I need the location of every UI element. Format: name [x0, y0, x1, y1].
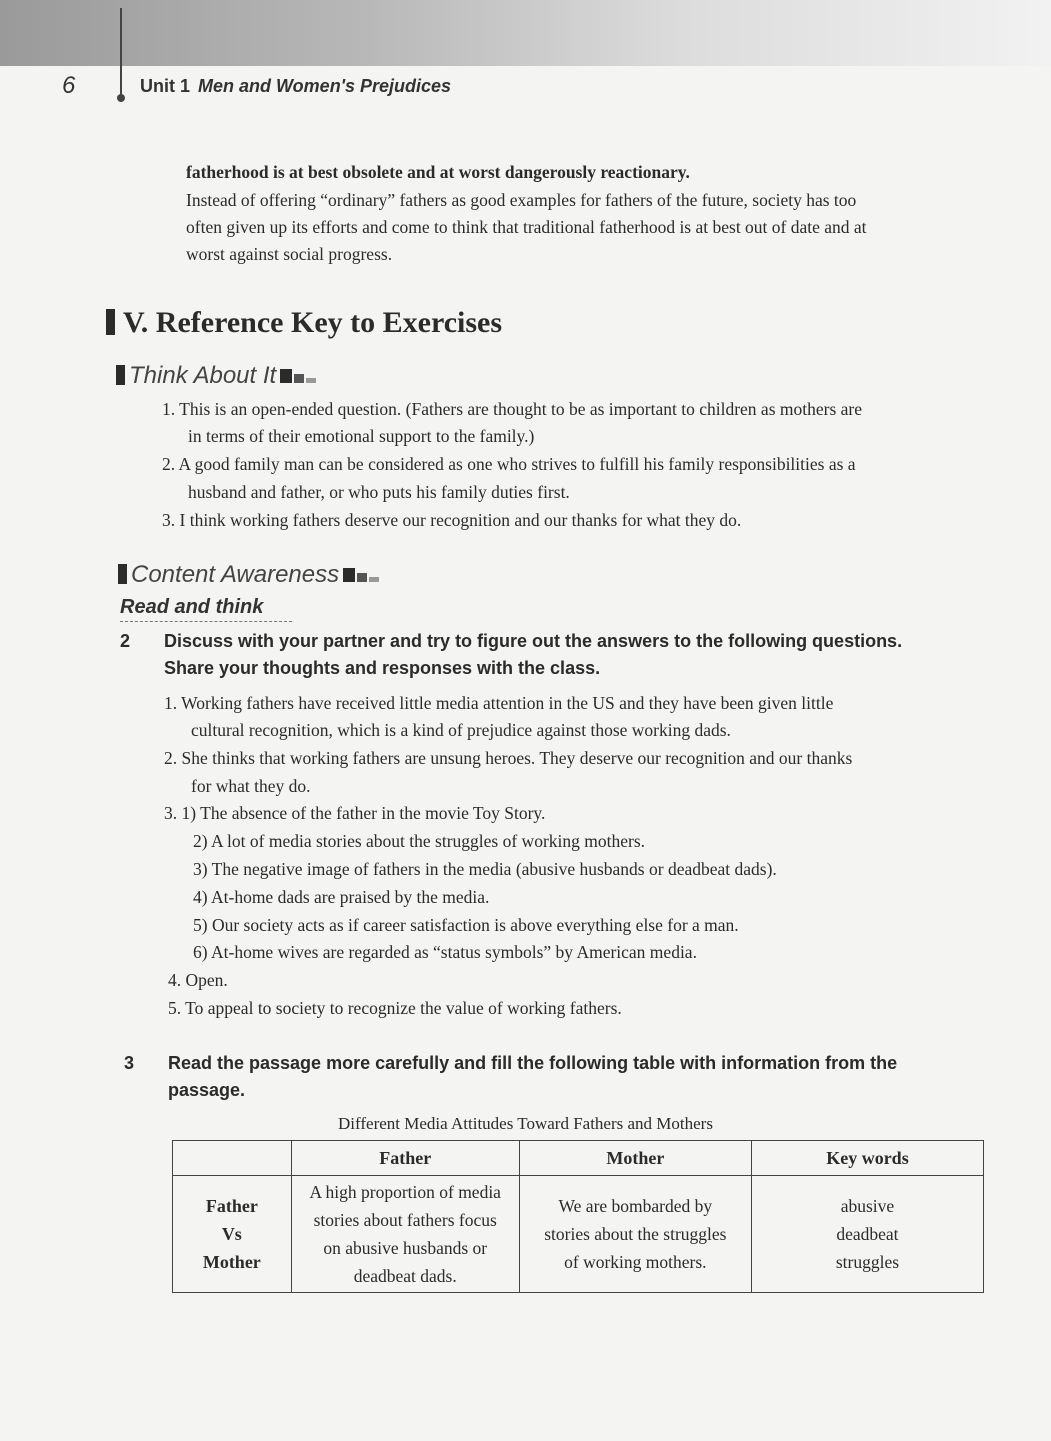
answer-2-line-2: for what they do.	[191, 776, 311, 796]
answer-3-5: 5) Our society acts as if career satisfaction is above everything else for a man.	[193, 915, 739, 935]
unit-label: Unit 1	[140, 76, 191, 96]
content-awareness-text: Content Awareness	[131, 561, 340, 588]
father-cell-line: stories about fathers focus	[313, 1210, 497, 1230]
think-item-2-line-1: 2. A good family man can be considered as one who strives to fulfill his family responsibilities as a	[162, 454, 856, 474]
section-bar-icon	[106, 309, 115, 335]
heading-trail-icon	[369, 577, 379, 582]
think-about-it-heading	[116, 362, 316, 390]
section-title-text: V. Reference Key to Exercises	[123, 306, 503, 339]
row-label-line: Father	[205, 1196, 258, 1216]
think-about-it-text: Think About It	[129, 362, 277, 389]
think-item-1-line-2: in terms of their emotional support to the family.)	[188, 426, 535, 446]
heading-bar-icon	[116, 365, 125, 385]
question-2-number: 2	[120, 631, 131, 651]
header-rule	[120, 8, 122, 98]
question-3-number: 3	[124, 1053, 135, 1073]
answer-1-line-1: 1. Working fathers have received little media attention in the US and they have been given little	[164, 693, 834, 713]
table-caption: Different Media Attitudes Toward Fathers and Mothers	[338, 1114, 713, 1133]
table-header-keywords: Key words	[751, 1141, 983, 1176]
answer-3-4: 4) At-home dads are praised by the media.	[193, 887, 490, 907]
father-cell-line: on abusive husbands or	[323, 1238, 488, 1258]
keyword: abusive	[840, 1196, 895, 1216]
heading-trail-icon	[357, 573, 367, 582]
page-number: 6	[62, 72, 76, 99]
answer-3-6: 6) At-home wives are regarded as “status symbols” by American media.	[193, 942, 697, 962]
question-2-line-2: Share your thoughts and responses with the class.	[164, 658, 601, 678]
keyword: deadbeat	[836, 1224, 899, 1244]
keywords-cell	[751, 1176, 983, 1293]
think-item-3-line-1: 3. I think working fathers deserve our recognition and our thanks for what they do.	[162, 510, 742, 530]
answer-1-line-2: cultural recognition, which is a kind of prejudice against those working dads.	[191, 720, 731, 740]
header-band	[0, 0, 1051, 66]
father-cell-line: A high proportion of media	[309, 1182, 501, 1202]
heading-trail-icon	[294, 374, 304, 383]
answer-3-3: 3) The negative image of fathers in the media (abusive husbands or deadbeat dads).	[193, 859, 777, 879]
keyword: struggles	[835, 1252, 900, 1272]
row-label-cell	[173, 1176, 292, 1293]
page-header	[0, 0, 1051, 110]
header-dot	[117, 94, 125, 102]
row-label-line: Mother	[202, 1252, 261, 1272]
unit-subtitle: Men and Women's Prejudices	[198, 76, 452, 96]
mother-cell	[519, 1176, 751, 1293]
heading-trail-icon	[306, 378, 316, 383]
heading-trail-icon	[280, 369, 292, 383]
heading-trail-icon	[343, 568, 355, 582]
father-cell	[291, 1176, 519, 1293]
mother-cell-line: of working mothers.	[564, 1252, 707, 1272]
question-3-line-2: passage.	[168, 1080, 246, 1100]
table-header-empty	[173, 1141, 292, 1176]
content-awareness-heading	[118, 561, 379, 589]
section-title	[106, 306, 502, 340]
intro-line-2: often given up its efforts and come to think that traditional fatherhood is at best out of date and at	[186, 217, 867, 237]
table-header-mother: Mother	[519, 1141, 751, 1176]
intro-line-3: worst against social progress.	[186, 244, 393, 264]
unit-title	[140, 76, 451, 97]
row-label-line: Vs	[221, 1224, 242, 1244]
answer-2-line-1: 2. She thinks that working fathers are unsung heroes. They deserve our recognition and our thanks	[164, 748, 853, 768]
table-header-row	[173, 1141, 984, 1176]
father-cell-line: deadbeat dads.	[353, 1266, 457, 1286]
table-row	[173, 1176, 984, 1293]
mother-cell-line: We are bombarded by	[558, 1196, 713, 1216]
media-attitudes-table	[172, 1140, 984, 1293]
intro-line-1: Instead of offering “ordinary” fathers as good examples for fathers of the future, society has too	[186, 190, 857, 210]
answer-5: 5. To appeal to society to recognize the value of working fathers.	[168, 998, 622, 1018]
question-3-line-1: Read the passage more carefully and fill the following table with information from the	[168, 1053, 898, 1073]
question-2-line-1: Discuss with your partner and try to figure out the answers to the following questions.	[164, 631, 903, 651]
intro-bold-line: fatherhood is at best obsolete and at worst dangerously reactionary.	[186, 162, 690, 182]
read-and-think-subheading: Read and think	[120, 596, 292, 622]
think-item-1-line-1: 1. This is an open-ended question. (Fathers are thought to be as important to children as mothers are	[162, 399, 862, 419]
answer-3-1: 3. 1) The absence of the father in the movie Toy Story.	[164, 803, 546, 823]
mother-cell-line: stories about the struggles	[544, 1224, 727, 1244]
table-header-father: Father	[291, 1141, 519, 1176]
think-item-2-line-2: husband and father, or who puts his family duties first.	[188, 482, 570, 502]
answer-3-2: 2) A lot of media stories about the struggles of working mothers.	[193, 831, 646, 851]
heading-bar-icon	[118, 564, 127, 584]
answer-4: 4. Open.	[168, 970, 228, 990]
